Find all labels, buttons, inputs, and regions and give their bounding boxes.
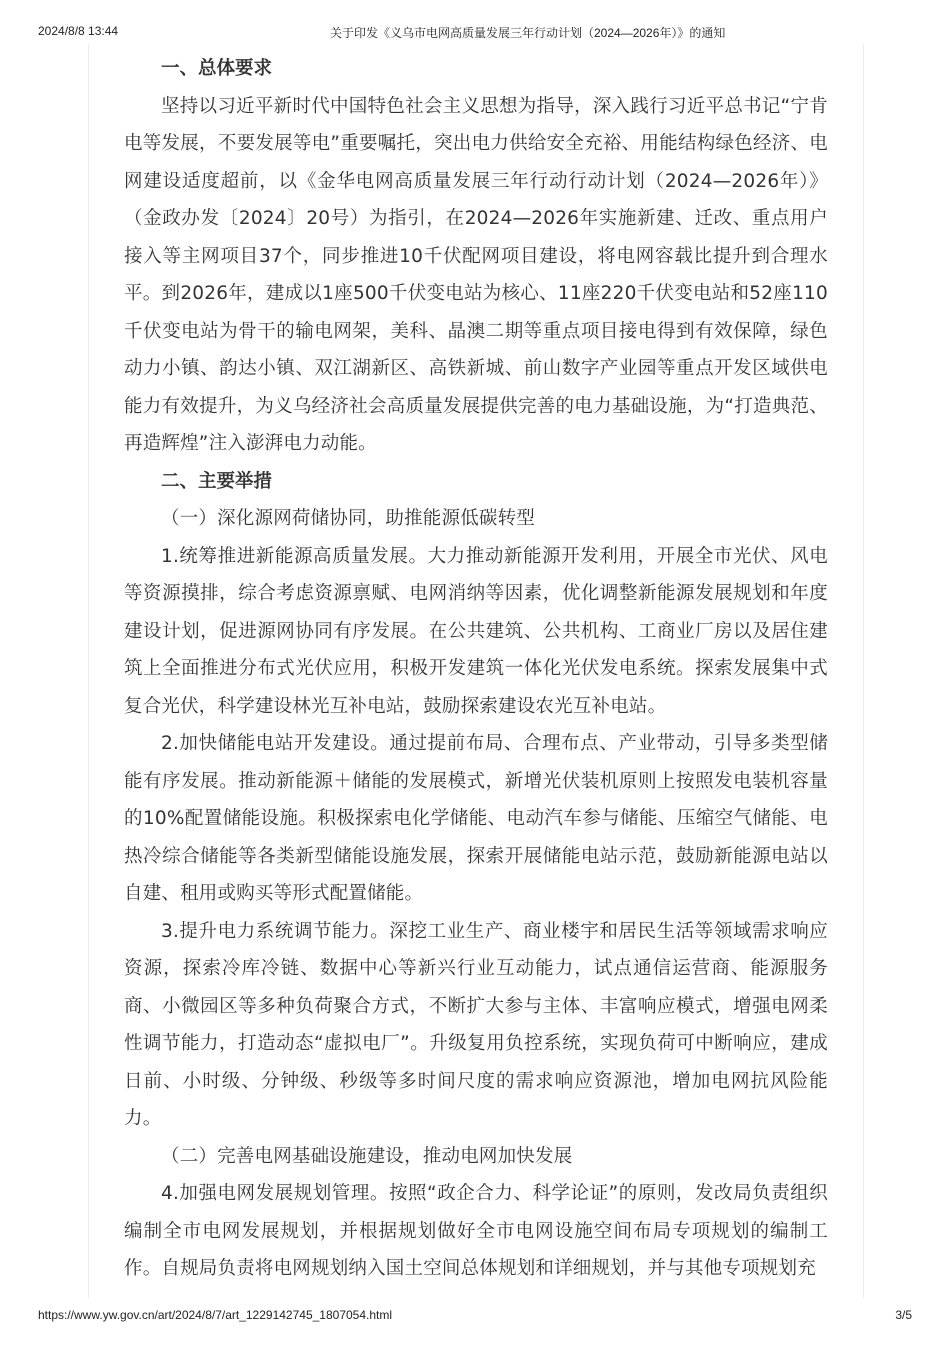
paragraph-item-3: 3.提升电力系统调节能力。深挖工业生产、商业楼宇和居民生活等领域需求响应资源，探索冷库冷链、数据中心等新兴行业互动能力，试点通信运营商、能源服务商、小微园区等多种负荷聚合方式，不断扩大参与主体、丰富响应模式，增强电网柔性调节能力，打造动态“虚拟电厂”。升级复用负控系统，实现负荷可中断响应，建成日前、小时级、分钟级、秒级等多时间尺度的需求响应资源池，增加电网抗风险能力。: [124, 920, 828, 1129]
page-number: 3/5: [895, 1308, 912, 1322]
section-heading-general-requirements: 一、总体要求: [161, 58, 273, 79]
paragraph-general-requirements: 坚持以习近平新时代中国特色社会主义思想为指导，深入践行习近平总书记“宁肯电等发展，不要发展等电”重要嘱托，突出电力供给安全充裕、用能结构绿色经济、电网建设适度超前，以《金华电网高质量发展三年行动行动计划（2024—2026年）》（金政办发〔2024〕20号）为指引，在2024—2026年实施新建、迁改、重点用户接入等主网项目37个，同步推进10千伏配网项目建设，将电网容载比提升到合理水平。到2026年，建成以1座500千伏变电站为核心、11座220千伏变电站和52座110千伏变电站为骨干的输电网架，美科、晶澳二期等重点项目接电得到有效保障，绿色动力小镇、韵达小镇、双江湖新区、高铁新城、前山数字产业园等重点开发区域供电能力有效提升，为义乌经济社会高质量发展提供完善的电力基础设施，为“打造典范、再造辉煌”注入澎湃电力动能。: [124, 95, 828, 454]
print-doc-title: 关于印发《义乌市电网高质量发展三年行动计划（2024—2026年）》的通知: [330, 26, 726, 40]
paragraph-item-1: 1.统筹推进新能源高质量发展。大力推动新能源开发利用，开展全市光伏、风电等资源摸排，综合考虑资源禀赋、电网消纳等因素，优化调整新能源发展规划和年度建设计划，促进源网协同有序发展。在公共建筑、公共机构、工商业厂房以及居住建筑上全面推进分布式光伏应用，积极开发建筑一体化光伏发电系统。探索发展集中式复合光伏，科学建设林光互补电站，鼓励探索建设农光互补电站。: [124, 545, 828, 717]
print-header: [0, 24, 950, 40]
paragraph-item-2: 2.加快储能电站开发建设。通过提前布局、合理布点、产业带动，引导多类型储能有序发展。推动新能源＋储能的发展模式，新增光伏装机原则上按照发电装机容量的10%配置储能设施。积极探索电化学储能、电动汽车参与储能、压缩空气储能、电热冷综合储能等各类新型储能设施发展，探索开展储能电站示范，鼓励新能源电站以自建、租用或购买等形式配置储能。: [124, 733, 828, 904]
section-heading-main-measures: 二、主要举措: [161, 470, 273, 492]
subheading-source-grid-load-storage: （一）深化源网荷储协同，助推能源低碳转型: [161, 508, 536, 529]
print-datetime: 2024/8/8 13:44: [38, 24, 119, 38]
article-body: [124, 50, 828, 1288]
paragraph-item-4: 4.加强电网发展规划管理。按照“政企合力、科学论证”的原则，发改局负责组织编制全市电网发展规划，并根据规划做好全市电网设施空间布局专项规划的编制工作。自规局负责将电网规划纳入国土空间总体规划和详细规划，并与其他专项规划充: [124, 1183, 828, 1279]
print-footer: [0, 1308, 950, 1324]
page-url: https://www.yw.gov.cn/art/2024/8/7/art_1229142745_1807054.html: [38, 1308, 393, 1322]
subheading-grid-infrastructure: （二）完善电网基础设施建设，推动电网加快发展: [161, 1145, 573, 1167]
